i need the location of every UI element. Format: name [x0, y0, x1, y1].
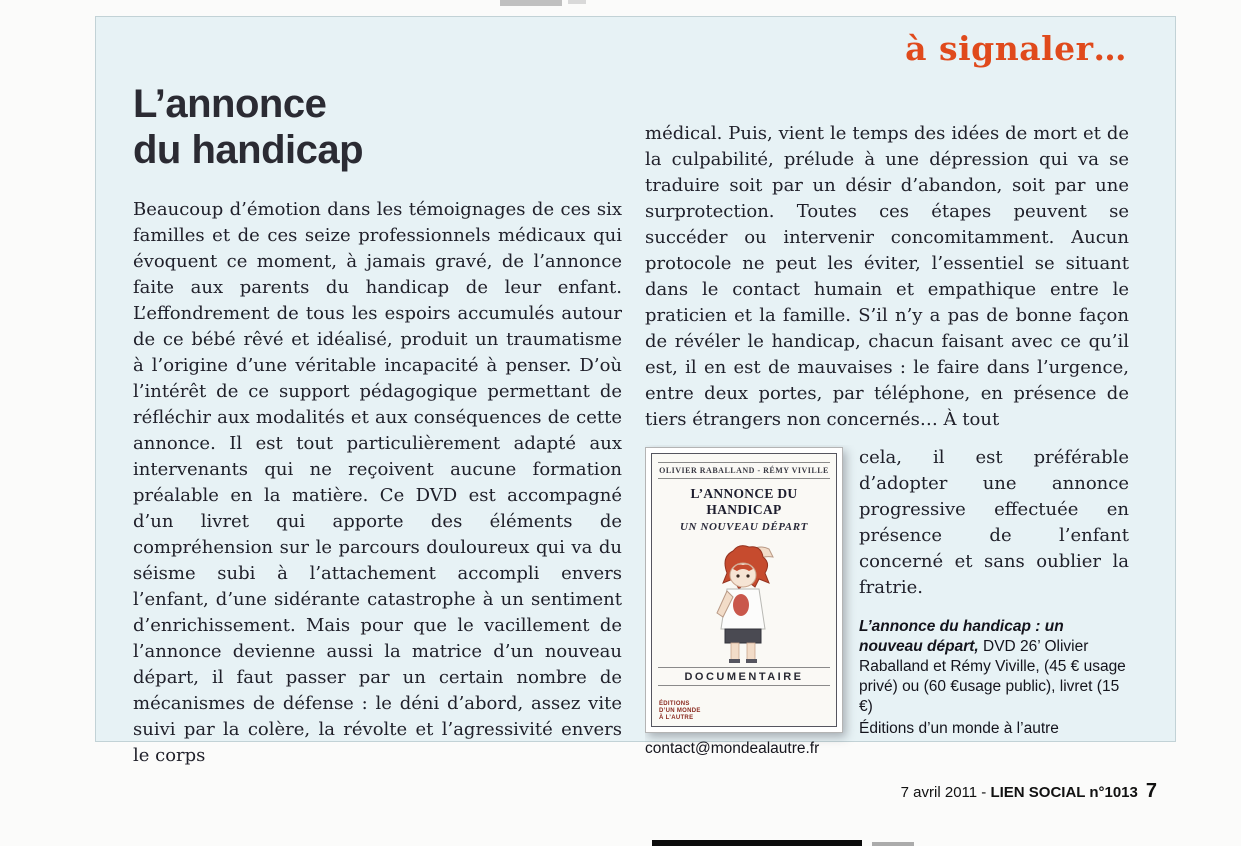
article-text-col2-part1: médical. Puis, vient le temps des idées de mort et de la culpabilité, prélude à une dépression qui va se traduire soit par un désir d’abandon, soit par une surprotection. Toutes ces étapes peuvent se succéder ou intervenir concomitamment. Aucun protocole ne peut les éviter, l’essentiel se situant dans le contact humain et empathique entre le praticien et la famille. S’il n’y a pas de bonne façon de révéler le handicap, chacun faisant avec ce qu’il est, il en est de mauvaises : le faire dans l’urgence, entre deux portes, par téléphone, en présence de tiers étrangers non concernés… À tout [645, 123, 1129, 430]
scan-artifact [872, 842, 914, 846]
dvd-cover-title: L’ANNONCE DU HANDICAP [690, 486, 798, 517]
dvd-section [645, 445, 1129, 759]
dvd-cover-illustration [683, 539, 805, 665]
dvd-cover-genre: DOCUMENTAIRE [658, 667, 830, 686]
dvd-cover-authors: OLIVIER RABALLAND - RÉMY VIVILLE [658, 462, 830, 479]
dvd-publisher-logo [659, 701, 701, 722]
scan-artifact [568, 0, 586, 4]
dvd-cover-inner [651, 453, 837, 727]
article-title-line2: du handicap [133, 128, 364, 172]
right-column [645, 121, 1129, 759]
dvd-caption-email: contact@mondealautre.fr [645, 740, 820, 757]
footer-date: 7 avril 2011 - [900, 784, 991, 801]
dvd-publisher-line: À L’AUTRE [659, 715, 694, 721]
section-label: à signaler… [905, 29, 1127, 68]
article-text-col2-part2: cela, il est préférable d’adopter une annonce progressive effectuée en présence de l’enfant concerné et sans oublier la fratrie. [859, 447, 1129, 598]
article-panel [95, 16, 1176, 766]
dvd-caption-details: DVD 26’ Olivier Raballand et Rémy Viville, (45 € usage privé) ou (60 €usage public), livret (15 €) [859, 638, 1126, 715]
dvd-caption-lead: L’annonce du handicap : un nouveau départ, [859, 618, 1064, 655]
footer-journal-title: LIEN SOCIAL n°1013 [990, 784, 1138, 801]
dvd-publisher-line: D’UN MONDE [659, 708, 701, 714]
dvd-caption-publisher: Éditions d’un monde à l’autre [859, 720, 1059, 737]
dvd-cover-subtitle: UN NOUVEAU DÉPART [680, 521, 808, 533]
dvd-cover [645, 447, 843, 733]
scan-artifact [500, 0, 562, 6]
page-footer [901, 780, 1157, 803]
article-title-line1: L’annonce [133, 82, 327, 126]
left-column [133, 81, 622, 769]
article-text-col1: Beaucoup d’émotion dans les témoignages de ces six familles et de ces seize professionnels médicaux qui évoquent ce moment, à jamais gravé, de l’annonce faite aux parents du handicap de leur enfant. L’effondrement de tous les espoirs accumulés autour de ce bébé rêvé et idéalisé, produit un traumatisme à l’origine d’une véritable incapacité à penser. D’où l’intérêt de ce support pédagogique permettant de réfléchir aux modalités et aux conséquences de cette annonce. Il est tout particulièrement adapté aux intervenants qui ne reçoivent aucune formation préalable en la matière. Ce DVD est accompagné d’un livret qui apporte des éléments de compréhension sur le parcours douloureux qui va du séisme subi à l’attachement accompli envers l’enfant, d’une sidérante catastrophe à un sentiment d’enrichissement. Mais pour que le vacillement de l’annonce devienne aussi la matrice d’un nouveau départ, il faut passer par un certain nombre de mécanismes de défense : le déni d’abord, assez vite suivi par la colère, la révolte et l’agressivité envers le corps [133, 199, 622, 766]
scan-artifact [652, 840, 862, 846]
dvd-publisher-line: ÉDITIONS [659, 701, 690, 707]
article-title [133, 81, 622, 173]
footer-page-number: 7 [1145, 780, 1157, 802]
